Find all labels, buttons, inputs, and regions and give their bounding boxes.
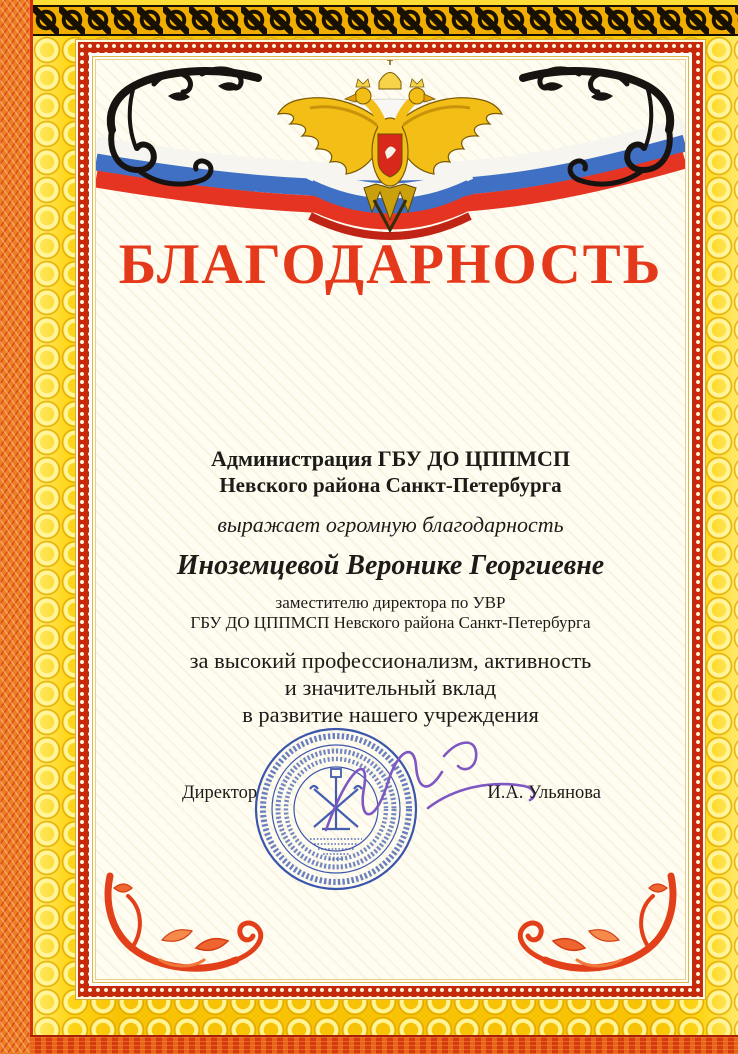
- issuer-line-2: Невского района Санкт-Петербурга: [219, 473, 562, 497]
- certificate-sheet: [89, 53, 692, 986]
- bottom-guilloche-border: [30, 1035, 738, 1054]
- top-celtic-knot-band: [33, 5, 738, 36]
- recipient-role-2: ГБУ ДО ЦППМСП Невского района Санкт-Петербурга: [190, 613, 591, 632]
- certificate-body: [96, 60, 685, 979]
- issuer-line-1: Администрация ГБУ ДО ЦППМСП: [210, 446, 571, 471]
- gold-ornament-frame: [33, 36, 738, 1035]
- red-dotted-frame: [78, 42, 703, 997]
- reason-line-3: в развитие нашего учреждения: [242, 702, 539, 727]
- reason-line-1: за высокий профессионализм, активность: [189, 648, 592, 673]
- floral-corner-bottom-right-icon: [486, 870, 681, 975]
- recipient-role-1: заместителю директора по УВР: [275, 593, 506, 612]
- director-label: Директор: [182, 783, 258, 803]
- certificate-title: БЛАГОДАРНОСТЬ: [118, 233, 663, 296]
- lead-in-text: выражает огромную благодарность: [217, 512, 564, 537]
- reason-line-2: и значительный вклад: [284, 675, 497, 700]
- director-name: И.А. Ульянова: [487, 783, 601, 803]
- left-guilloche-border: [0, 0, 30, 1054]
- recipient-name: Иноземцевой Веронике Георгиевне: [176, 550, 605, 581]
